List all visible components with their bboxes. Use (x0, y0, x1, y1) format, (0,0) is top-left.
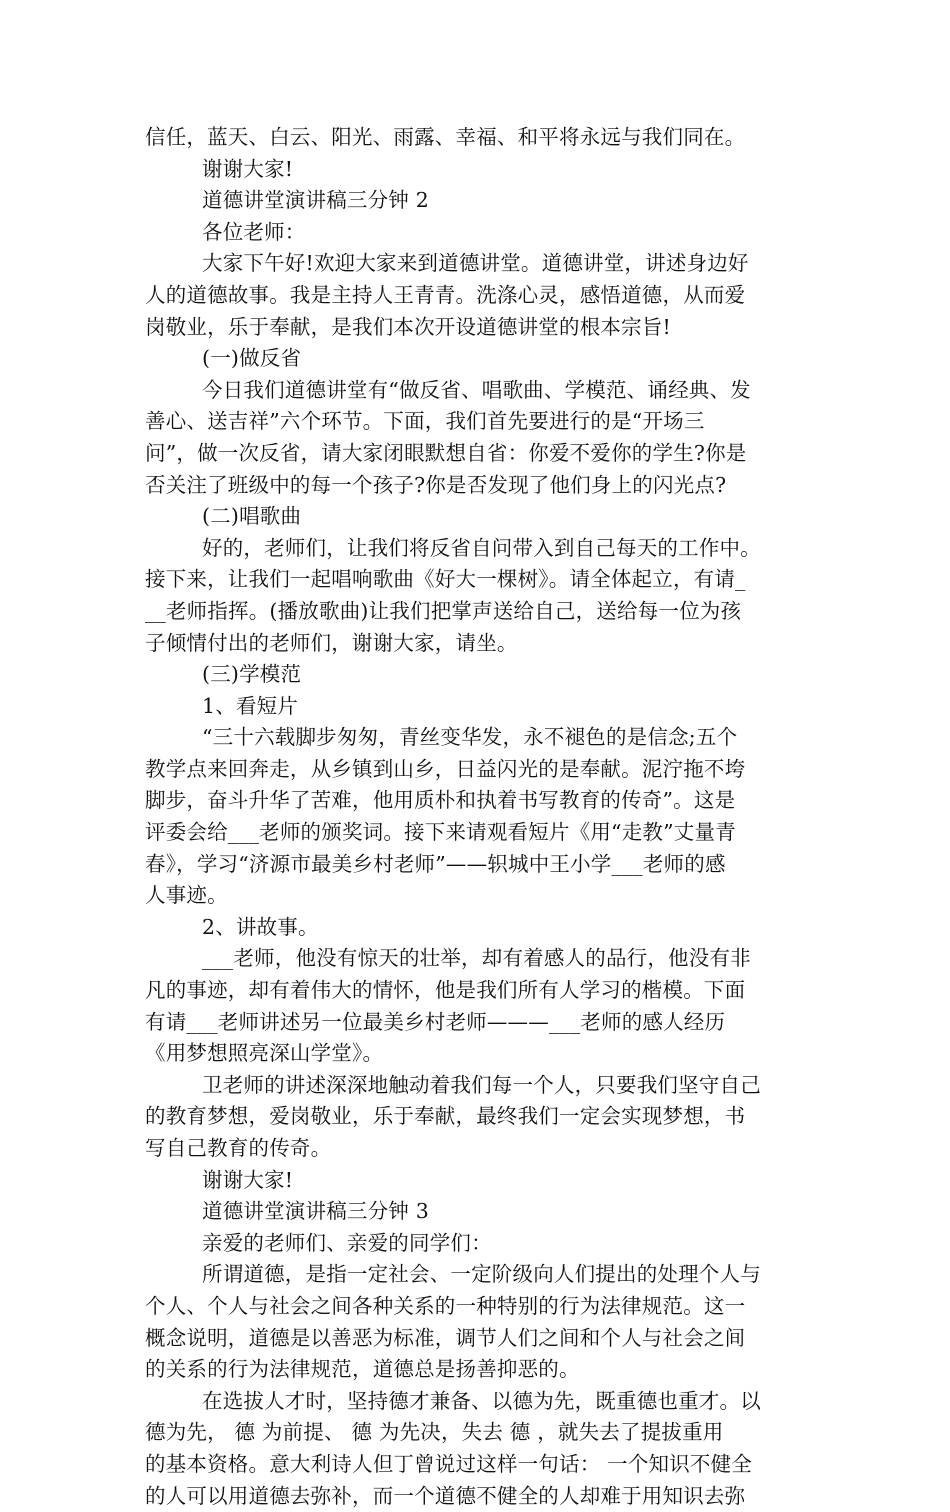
text-line: 谢谢大家! (202, 1167, 294, 1192)
text-line: 德为先， 德 为前提、 德 为先决，失去 德 ，就失去了提拔重用 (145, 1420, 724, 1445)
text-line: 子倾情付出的老师们，谢谢大家，请坐。 (145, 630, 518, 655)
text-line: 问”，做一次反省，请大家闭眼默想自省：你爱不爱你的学生?你是 (145, 440, 747, 465)
text-line: (三)学模范 (202, 662, 302, 687)
text-line: 卫老师的讲述深深地触动着我们每一个人，只要我们坚守自己 (202, 1072, 761, 1097)
text-line: 写自己教育的传奇。 (145, 1136, 332, 1160)
text-line: 好的，老师们，让我们将反省自问带入到自己每天的工作中。 (202, 535, 761, 560)
text-line: 教学点来回奔走，从乡镇到山乡，日益闪光的是奉献。泥泞拖不垮 (145, 756, 746, 781)
text-line: 人的道德故事。我是主持人王青青。洗涤心灵，感悟道德，从而爱 (145, 282, 746, 307)
text-line: 否关注了班级中的每一个孩子?你是否发现了他们身上的闪光点? (145, 472, 727, 497)
text-line: 在选拔人才时，坚持德才兼备、以德为先，既重德也重才。以 (202, 1388, 761, 1413)
text-line: 的教育梦想，爱岗敬业，乐于奉献，最终我们一定会实现梦想，书 (145, 1104, 746, 1129)
text-line: 脚步，奋斗升华了苦难，他用质朴和执着书写教育的传奇”。这是 (145, 788, 736, 813)
text-line: 亲爱的老师们、亲爱的同学们： (202, 1230, 492, 1255)
text-line: __老师指挥。(播放歌曲)让我们把掌声送给自己，送给每一位为孩 (145, 598, 742, 623)
text-line: 的人可以用道德去弥补，而一个道德不健全的人却难于用知识去弥 (145, 1483, 746, 1508)
text-line: 谢谢大家! (202, 156, 294, 181)
text-line: 的关系的行为法律规范，道德总是扬善抑恶的。 (145, 1357, 580, 1382)
text-line: 信任，蓝天、白云、阳光、雨露、幸福、和平将永远与我们同在。 (145, 125, 746, 149)
text-line: 道德讲堂演讲稿三分钟 3 (202, 1199, 429, 1224)
text-line: 2、讲故事。 (202, 914, 319, 939)
text-line: 道德讲堂演讲稿三分钟 2 (202, 188, 429, 213)
text-line: 的基本资格。意大利诗人但丁曾说过这样一句话： 一个知识不健全 (145, 1451, 753, 1476)
text-line: 善心、送吉祥”六个环节。下面，我们首先要进行的是“开场三 (145, 409, 705, 434)
text-line: 个人、个人与社会之间各种关系的一种特别的行为法律规范。这一 (145, 1293, 746, 1318)
text-line: 岗敬业，乐于奉献，是我们本次开设道德讲堂的根本宗旨! (145, 314, 671, 339)
text-line: 今日我们道德讲堂有“做反省、唱歌曲、学模范、诵经典、发 (202, 377, 751, 402)
text-line: 所谓道德，是指一定社会、一定阶级向人们提出的处理个人与 (202, 1262, 761, 1287)
text-line: ___老师，他没有惊天的壮举，却有着感人的品行，他没有非 (202, 946, 751, 971)
text-line: 接下来，让我们一起唱响歌曲《好大一棵树》。请全体起立，有请_ (145, 567, 746, 592)
text-line: 各位老师： (202, 219, 306, 244)
text-line: (一)做反省 (202, 346, 302, 371)
document-body (145, 122, 805, 1512)
text-line: (二)唱歌曲 (202, 504, 302, 529)
text-line: 凡的事迹，却有着伟大的情怀，他是我们所有人学习的楷模。下面 (145, 978, 746, 1003)
text-line: 大家下午好!欢迎大家来到道德讲堂。道德讲堂，讲述身边好 (202, 251, 749, 276)
text-line: “三十六载脚步匆匆，青丝变华发，永不褪色的是信念;五个 (202, 725, 738, 750)
text-line: 《用梦想照亮深山学堂》。 (145, 1041, 384, 1066)
text-line: 概念说明，道德是以善恶为标准，调节人们之间和个人与社会之间 (145, 1325, 746, 1350)
text-line: 评委会给___老师的颁奖词。接下来请观看短片《用“走教”丈量青 (145, 820, 736, 845)
text-line: 1、看短片 (202, 693, 299, 718)
text-line: 有请___老师讲述另一位最美乡村老师———___老师的感人经历 (145, 1009, 726, 1034)
text-line: 人事迹。 (145, 883, 228, 908)
text-line: 春》，学习“济源市最美乡村老师”——轵城中王小学___老师的感 (145, 851, 726, 876)
